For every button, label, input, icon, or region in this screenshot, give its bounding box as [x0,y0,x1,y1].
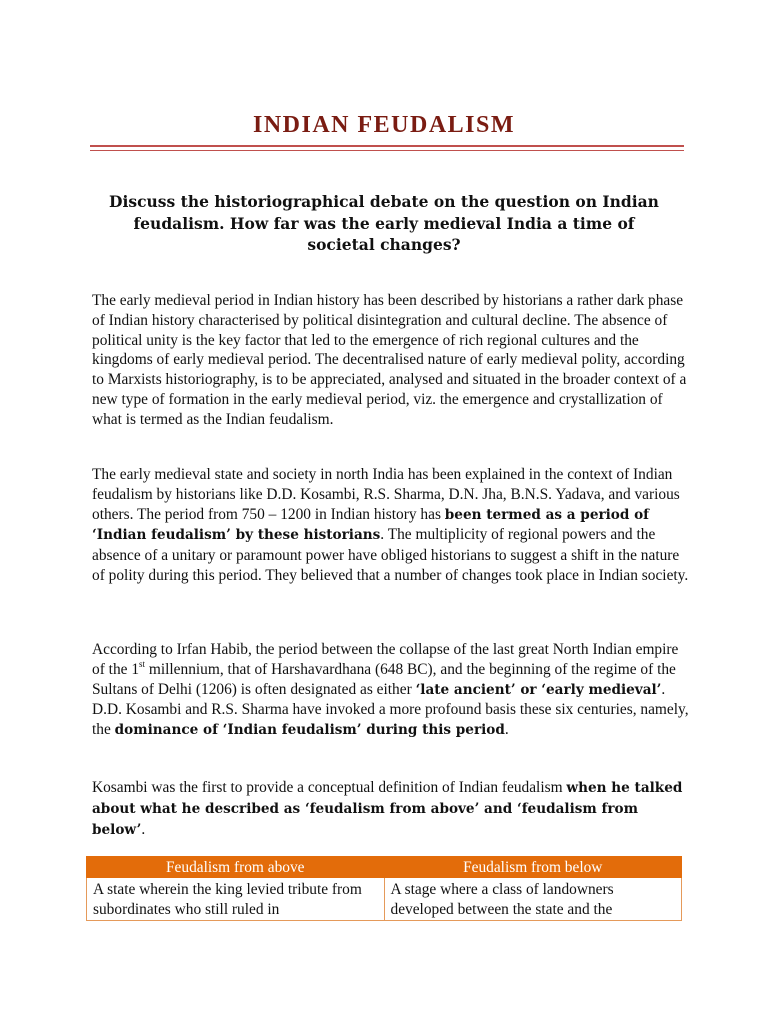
cell-above-description: A state wherein the king levied tribute from subordinates who still ruled in [87,878,385,921]
paragraph-2 [92,465,692,586]
paragraph-3-bold-2: dominance of ‘Indian feudalism’ during this period [114,722,505,739]
paragraph-2-bold: been termed as a period of ‘Indian feudalism’ by these historians [92,506,650,544]
paragraph-3-text-d: . D.D. Kosambi and R.S. Sharma have invoked a more profound basis these six centuries, namely, the [92,680,689,739]
paragraph-2-text-a: The early medieval state and society in north India has been explained in the context of Indian feudalism by historians like D.D. Kosambi, R.S. Sharma, D.N. Jha, B.N.S. Yadava, and various others. The period from 750 – 1200 in Indian history has [92,466,680,523]
paragraph-3-text-b: millennium, that of Harshavardhana (648 BC), and the beginning of the regime of the Sultans of Delhi (1206) is often designated as either [92,660,676,698]
paragraph-4 [92,778,692,840]
paragraph-4-text-a: Kosambi was the first to provide a conceptual definition of Indian feudalism [92,779,567,796]
paragraph-2-text-c: . The multiplicity of regional powers and the absence of a unitary or paramount power have obliged historians to suggest a shift in the nature of polity during this period. They believed that a number of changes took place in Indian society. [92,526,689,584]
paragraph-3-text-f: . [504,721,509,739]
title-rule-top [90,145,684,147]
paragraph-3 [92,640,692,741]
page-title: INDIAN FEUDALISM [252,112,516,138]
table-row [87,878,682,921]
header-feudalism-from-above: Feudalism from above [87,857,385,878]
cell-below-description: A stage where a class of landowners developed between the state and the [384,878,682,921]
feudalism-table [86,856,682,921]
essay-question: Discuss the historiographical debate on the question on Indian feudalism. How far was the early medieval India a time of societal changes? [109,192,659,254]
header-feudalism-from-below: Feudalism from below [384,857,682,878]
paragraph-4-text-c: . [141,820,146,838]
paragraph-3-bold-1: ‘late ancient’ or ‘early medieval’ [415,681,662,698]
table-header-row [87,857,682,878]
paragraph-3-text-a: According to Irfan Habib, the period between the collapse of the last great North Indian empire of the 1 [92,641,679,678]
paragraph-4-bold: when he talked about what he described as ‘feudalism from above’ and ‘feudalism from below’ [92,780,683,838]
title-rule-bottom [90,150,684,151]
paragraph-1: The early medieval period in Indian history has been described by historians a rather dark phase of Indian history characterised by political disintegration and cultural decline. The absence of political unity is the key factor that led to the emergence of rich regional cultures and the kingdoms of early medieval period. The decentralised nature of early medieval polity, according to Marxists historiography, is to be appreciated, analysed and situated in the broader context of a new type of formation in the early medieval period, viz. the emergence and crystallization of what is termed as the Indian feudalism. [92,292,687,428]
ordinal-superscript: st [139,658,146,669]
